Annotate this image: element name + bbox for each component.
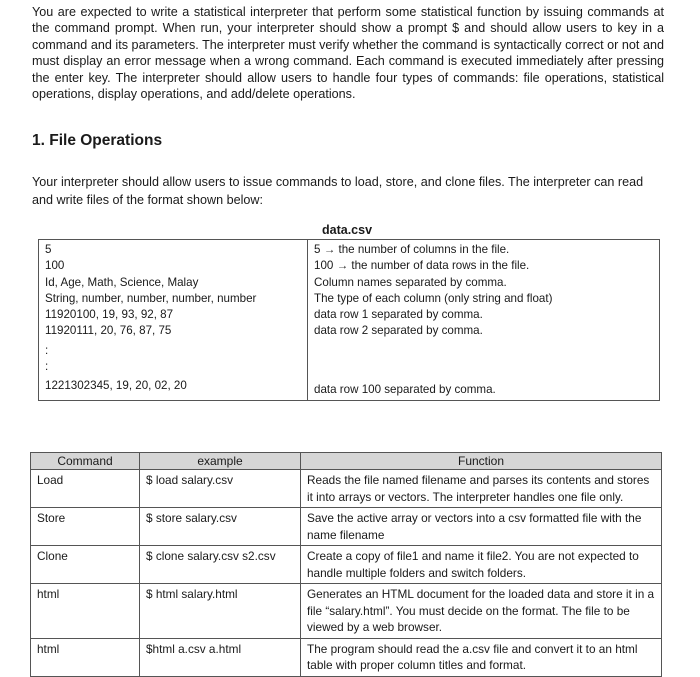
section-heading: 1. File Operations <box>32 132 163 149</box>
csv-desc-line: data row 2 separated by comma. <box>314 324 483 338</box>
command-cell: html <box>31 584 140 639</box>
example-cell: $ html salary.html <box>140 584 301 639</box>
table-row <box>31 584 662 639</box>
function-cell: Save the active array or vectors into a csv formatted file with the name filename <box>301 508 662 546</box>
csv-line: 11920100, 19, 93, 92, 87 <box>45 308 174 322</box>
csv-description <box>308 240 660 401</box>
csv-line: 1221302345, 19, 20, 02, 20 <box>45 378 187 392</box>
arrow-right-icon: → <box>323 243 336 256</box>
command-cell: Store <box>31 508 140 546</box>
table-row <box>31 470 662 508</box>
csv-desc-line: The type of each column (only string and float) <box>314 291 553 305</box>
arrow-right-icon: → <box>336 259 349 273</box>
example-cell: $ clone salary.csv s2.csv <box>140 546 301 584</box>
function-cell: Generates an HTML document for the loaded data and store it in a file “salary.html”. You must decide on the format. The file to be viewed by a web browser. <box>301 584 662 639</box>
csv-example-table <box>38 239 660 401</box>
example-cell: $html a.csv a.html <box>140 638 301 676</box>
intro-paragraph: You are expected to write a statistical interpreter that perform some statistical function by issuing commands at the command prompt. When run, your interpreter should show a prompt $ and should allow users to key in a command and its parameters. The interpreter must verify whether the command is syntactically correct or not and must display an error message when a wrong command. Each command is executed immediately after pressing the enter key. The interpreter should allow users to handle four types of commands: file operations, statistical operations, display operations, and add/delete operations. <box>32 5 664 102</box>
table-row <box>31 546 662 584</box>
header-example: example <box>140 453 301 470</box>
csv-desc-line: data row 100 separated by comma. <box>314 382 496 396</box>
function-cell: Reads the file named filename and parses its contents and stores it into arrays or vectors. The interpreter handles one file only. <box>301 470 662 508</box>
command-cell: html <box>31 638 140 676</box>
csv-ellipsis: : <box>45 359 49 373</box>
command-table-header <box>31 453 662 470</box>
csv-desc-line: 100 → the number of data rows in the file. <box>314 259 530 273</box>
command-cell: Load <box>31 470 140 508</box>
table-row <box>31 508 662 546</box>
csv-desc-line: data row 1 separated by comma. <box>314 308 483 322</box>
csv-line: String, number, number, number, number <box>45 291 257 305</box>
example-cell: $ load salary.csv <box>140 470 301 508</box>
command-cell: Clone <box>31 546 140 584</box>
header-function: Function <box>301 453 662 470</box>
command-table <box>30 452 662 677</box>
table-row <box>31 638 662 676</box>
function-cell: The program should read the a.csv file and convert it to an html table with proper column titles and format. <box>301 638 662 676</box>
csv-line: Id, Age, Math, Science, Malay <box>45 275 199 289</box>
csv-file-contents <box>39 240 308 401</box>
csv-desc-line: 5 → the number of columns in the file. <box>314 243 510 256</box>
csv-line: 100 <box>45 259 65 273</box>
csv-line: 5 <box>45 243 52 256</box>
header-command: Command <box>31 453 140 470</box>
section-paragraph: Your interpreter should allow users to issue commands to load, store, and clone files. The interpreter can read and write files of the format shown below: <box>32 175 644 207</box>
csv-ellipsis: : <box>45 343 49 357</box>
function-cell: Create a copy of file1 and name it file2. You are not expected to handle multiple folders and switch folders. <box>301 546 662 584</box>
csv-line: 11920111, 20, 76, 87, 75 <box>45 324 172 338</box>
csv-caption: data.csv <box>322 223 373 237</box>
example-cell: $ store salary.csv <box>140 508 301 546</box>
csv-desc-line: Column names separated by comma. <box>314 275 507 289</box>
